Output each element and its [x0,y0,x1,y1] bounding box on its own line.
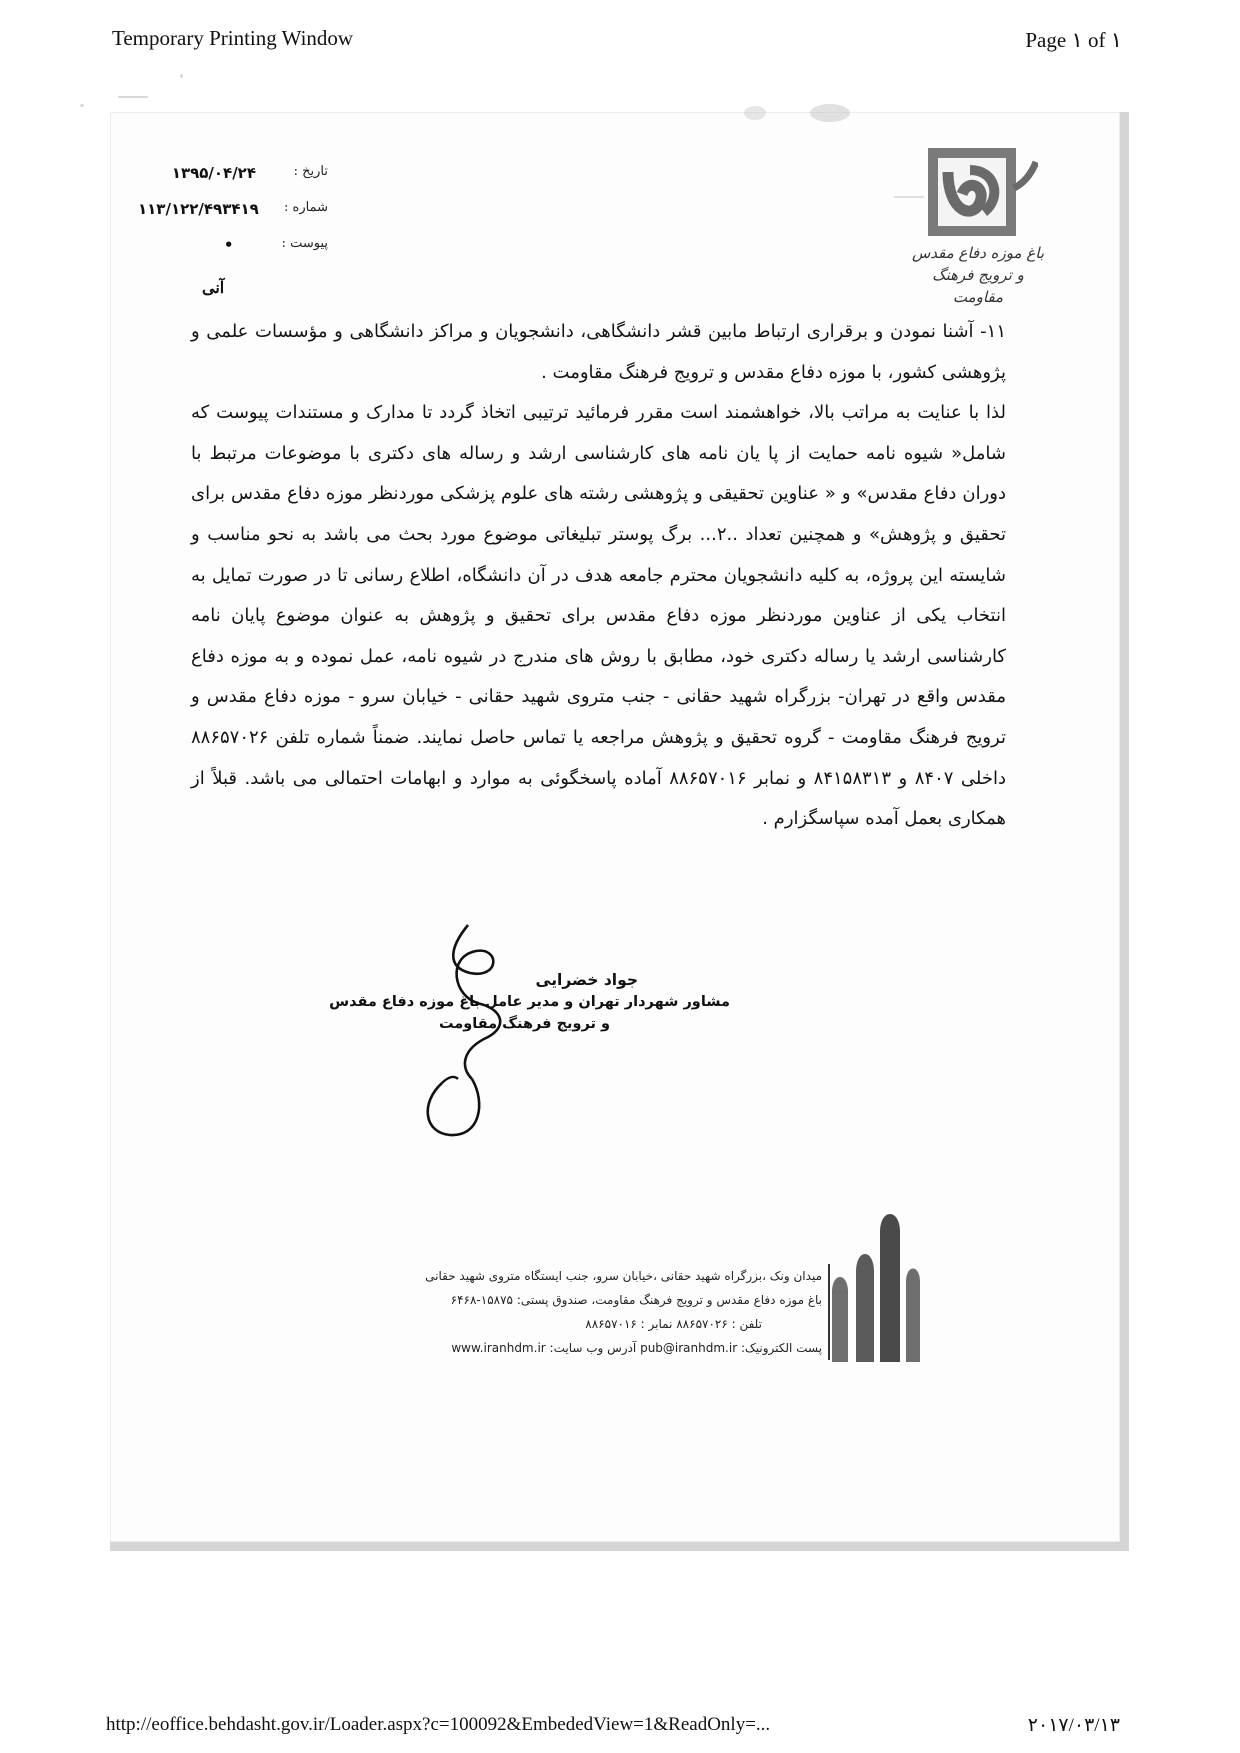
postal-line: باغ موزه دفاع مقدس و ترویج فرهنگ مقاومت، صندوق پستی: ۱۵۸۷۵-۶۴۶۸ [450,1293,822,1307]
print-footer-url: http://eoffice.behdasht.gov.ir/Loader.aspx?c=100092&EmbededView=1&ReadOnly=... [106,1714,771,1735]
scan-mark [180,74,183,78]
date-label: تاریخ : [293,164,328,179]
email-web-line: پست الکترونیک: pub@iranhdm.ir آدرس وب سایت: www.iranhdm.ir [451,1341,822,1355]
signatory-title-2: و ترویج فرهنگ مقاومت [438,1016,610,1032]
scan-smudge [744,106,766,120]
letter-body [191,312,1006,840]
number-label: شماره : [284,200,328,215]
scanned-letter [110,112,1129,1551]
signatory-name: جواد خضرایی [535,971,638,989]
date-value: ۱۳۹۵/۰۴/۲۴ [171,164,256,182]
body-paragraph-1: ۱۱- آشنا نمودن و برقراری ارتباط مابین قشر دانشگاهی، دانشجویان و مراکز دانشگاهی و مؤسسات علمی و پژوهشی کشور، با موزه دفاع مقدس و ترویج فرهنگ مقاومت . [191,321,1006,383]
letter-attachment-row [138,236,328,254]
scan-smudge [810,104,850,122]
attachment-value: • [223,236,234,254]
museum-logo [908,142,1048,308]
signatory-details [329,969,730,1035]
address-line: میدان ونک ،بزرگراه شهید حقانی ،خیابان سرو، جنب ایستگاه متروی شهید حقانی [425,1269,822,1283]
logo-line-1: باغ موزه دفاع مقدس [911,244,1045,262]
bullets-graphic-icon [824,1212,924,1362]
scan-mark [80,104,84,107]
page-indicator: Page ۱ of ۱ [1025,28,1122,52]
signature-block [310,907,730,1147]
print-window-title: Temporary Printing Window [112,26,354,50]
letter-date-row [138,164,328,182]
scan-mark [118,96,148,98]
logo-line-2: و ترویج فرهنگ مقاومت [932,266,1024,306]
museum-emblem-icon [918,142,1038,242]
signatory-title-1: مشاور شهردار تهران و مدیر عامل باغ موزه دفاع مقدس [329,994,730,1010]
body-paragraph-2: لذا با عنایت به مراتب بالا، خواهشمند است مقرر فرمائید ترتیبی اتخاذ گردد تا مدارک و مستندات پیوست که شامل« شیوه نامه حمایت از پا یان نامه های کارشناسی ارشد و رساله های دکتری با موضوعات مرتبط با دوران دفاع مقدس» و « عناوین تحقیقی و پژوهشی رشته های علوم پزشکی موردنظر موزه دفاع مقدس برای تحقیق و پژوهش» و همچنین تعداد ..۲... برگ پوستر تبلیغاتی موضوع مورد بحث می باشد به نحو مناسب و شایسته این پروژه، به کلیه دانشجویان محترم جامعه هدف در آن دانشگاه، اطلاع رسانی تا در صورت تمایل به انتخاب یکی از عناوین موردنظر موزه دفاع مقدس برای تحقیق و پژوهش به عنوان موضوع پایان نامه کارشناسی ارشد یا رساله دکتری خود، مطابق با روش های مندرج در شیوه نامه، عمل نموده و به موزه دفاع مقدس واقع در تهران- بزرگراه شهید حقانی - جنب متروی شهید حقانی - خیابان سرو - موزه دفاع مقدس و ترویج فرهنگ مقاومت - گروه تحقیق و پژوهش مراجعه یا تماس حاصل نمایند. ضمناً شماره تلفن ۸۸۶۵۷۰۲۶ داخلی ۸۴۰۷ و ۸۴۱۵۸۳۱۳ و نمابر ۸۸۶۵۷۰۱۶ آماده پاسخگوئی به موارد و ابهامات احتمالی می باشد. قبلاً از همکاری بعمل آمده سپاسگزارم . [191,402,1007,830]
number-value: ۱۱۳/۱۲۲/۴۹۳۴۱۹ [138,200,259,218]
urgency-note: آنی [202,278,225,297]
letterhead-footer-address [425,1264,830,1360]
letter-number-row [138,200,328,218]
attachment-label: پیوست : [281,236,328,251]
print-footer-date: ۲۰۱۷/۰۳/۱۳ [1027,1715,1120,1736]
phone-fax-line: تلفن : ۸۸۶۵۷۰۲۶ نمابر : ۸۸۶۵۷۰۱۶ [585,1317,762,1331]
